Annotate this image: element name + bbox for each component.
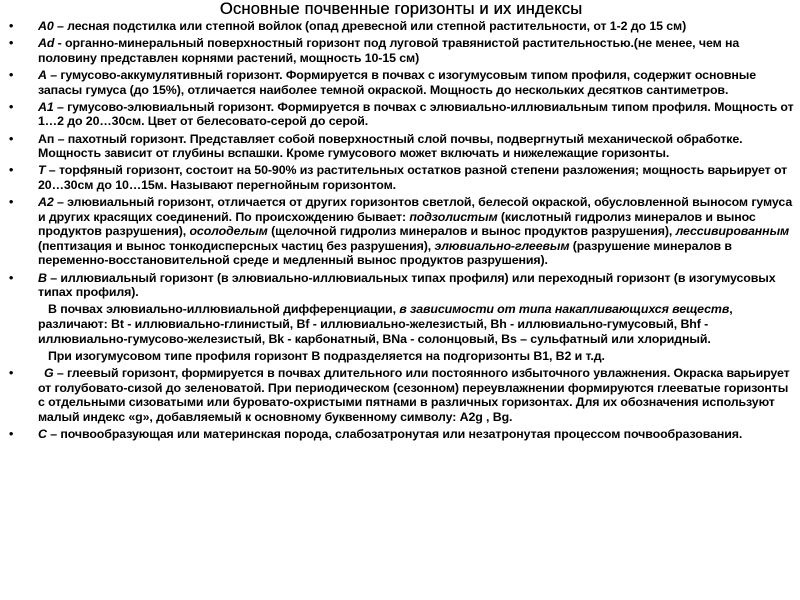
horizon-description: (разрушение минералов в переменно-восстановительной среде и медленный вынос продуктов разрушения). — [38, 238, 732, 268]
paragraph-text: В почвах элювиально-иллювиальной дифференциации, — [48, 302, 400, 317]
horizon-description: Ап – пахотный горизонт. Представляет собой поверхностный слой почвы, подвергнутый механической обработке. Мощность зависит от глубины вспашки. Кроме гумусового может включать и нижележащие горизонты. — [38, 131, 743, 161]
horizon-type-eluvial-gley: элювиально-глеевым — [434, 238, 570, 253]
horizon-description: – иллювиальный горизонт (в элювиально-иллювиальных типах профиля) или переходный горизонт (в изогумусовых типах профиля). — [38, 270, 776, 300]
horizon-index: В — [38, 270, 47, 285]
list-item-b — [8, 271, 794, 300]
horizon-index: G — [44, 366, 54, 380]
paragraph-b-isohumus — [8, 349, 794, 364]
horizon-description: – элювиальный горизонт, отличается от других горизонтов светлой, белесой окраской, обусловленной выносом гумуса и других красящих соединений. По происхождению бывает: — [38, 195, 793, 224]
horizon-description: – почвообразующая или материнская порода, слабозатронутая или незатронутая процессом почвообразования. — [46, 426, 743, 441]
list-item-a0 — [8, 19, 794, 34]
horizon-type-solodized: осолоделым — [189, 224, 268, 239]
horizon-description: – гумусово-аккумулятивный горизонт. Формируется в почвах с изогумусовым типом профиля, содержит основные запасы гумуса (до 15%), отличается наиболее темной окраской. Мощность до нескольких десятков сантиметров. — [38, 67, 757, 97]
horizon-index: Т — [38, 163, 46, 178]
list-item-a — [8, 68, 794, 97]
horizon-index: А2 — [38, 195, 54, 210]
horizon-index: Ad — [38, 36, 55, 51]
list-item-ad — [8, 36, 794, 65]
horizon-description: - органно-минеральный поверхностный горизонт под луговой травянистой растительностью.(не менее, чем на половину представлен корнями растений, мощность 10-15 см) — [38, 36, 740, 65]
horizon-index: С — [38, 426, 47, 441]
list-item-g — [8, 366, 794, 424]
horizon-description: (щелочной гидролиз минералов и вынос продуктов разрушения), — [267, 224, 676, 239]
paragraph-text: , различают: Bt - иллювиально-глинистый, Bf - иллювиально-железистый, Bh - иллювиально-гумусовый, Bhf - иллювиально-гумусово-железистый, Bk - карбонатный, BNa - солонцовый, Bs – сульфатный или хлоридный. — [38, 302, 733, 346]
horizon-description: – торфяный горизонт, состоит на 50-90% из растительных остатков разной степени разложения; мощность варьирует от 20…30см до 10…15м. Называют перегнойным горизонтом. — [38, 163, 788, 192]
page-title: Основные почвенные горизонты и их индексы — [219, 0, 583, 18]
horizon-index: А0 — [38, 19, 54, 33]
list-item-c — [8, 427, 794, 442]
paragraph-b-subtypes — [8, 302, 794, 346]
horizon-description: (кислотный гидролиз минералов и вынос продуктов разрушения), — [38, 209, 756, 239]
horizon-index: А1 — [38, 99, 54, 114]
list-item-t — [8, 163, 794, 192]
list-item-ap — [8, 132, 794, 161]
paragraph-text: При изогумусовом типе профиля горизонт В подразделяется на подгоризонты В1, В2 и т.д. — [48, 348, 605, 363]
horizon-list — [8, 19, 794, 442]
horizon-description: – гумусово-элювиальный горизонт. Формируется в почвах с элювиально-иллювиальным типом профиля. Мощность от 1…2 до 20…30см. Цвет от белесовато-серой до серой. — [38, 99, 794, 129]
list-item-a1 — [8, 100, 794, 129]
horizon-index: А — [38, 67, 47, 82]
list-item-a2 — [8, 195, 794, 268]
horizon-description: (пептизация и вынос тонкодисперсных частиц без разрушения), — [38, 238, 435, 253]
horizon-type-lessive: лессивированным — [675, 224, 790, 239]
paragraph-emphasis: в зависимости от типа накапливающихся веществ — [399, 302, 730, 317]
horizon-type-podzolic: подзолистым — [409, 209, 498, 224]
horizon-description: – лесная подстилка или степной войлок (опад древесной или степной растительности, от 1-2 до 15 см) — [53, 19, 687, 33]
horizon-description: – глеевый горизонт, формируется в почвах длительного или постоянного избыточного увлажнения. Окраска варьирует от голубовато-сизой до зеленоватой. При периодическом (сезонном) переувлажнении формируются глееватые горизонты с отдельными сизоватыми или буровато-охристыми пятнами в различных горизонтах. Для их обозначения используют малый индекс «g», добавляемый к основному буквенному символу: A2g , Bg. — [38, 366, 790, 424]
